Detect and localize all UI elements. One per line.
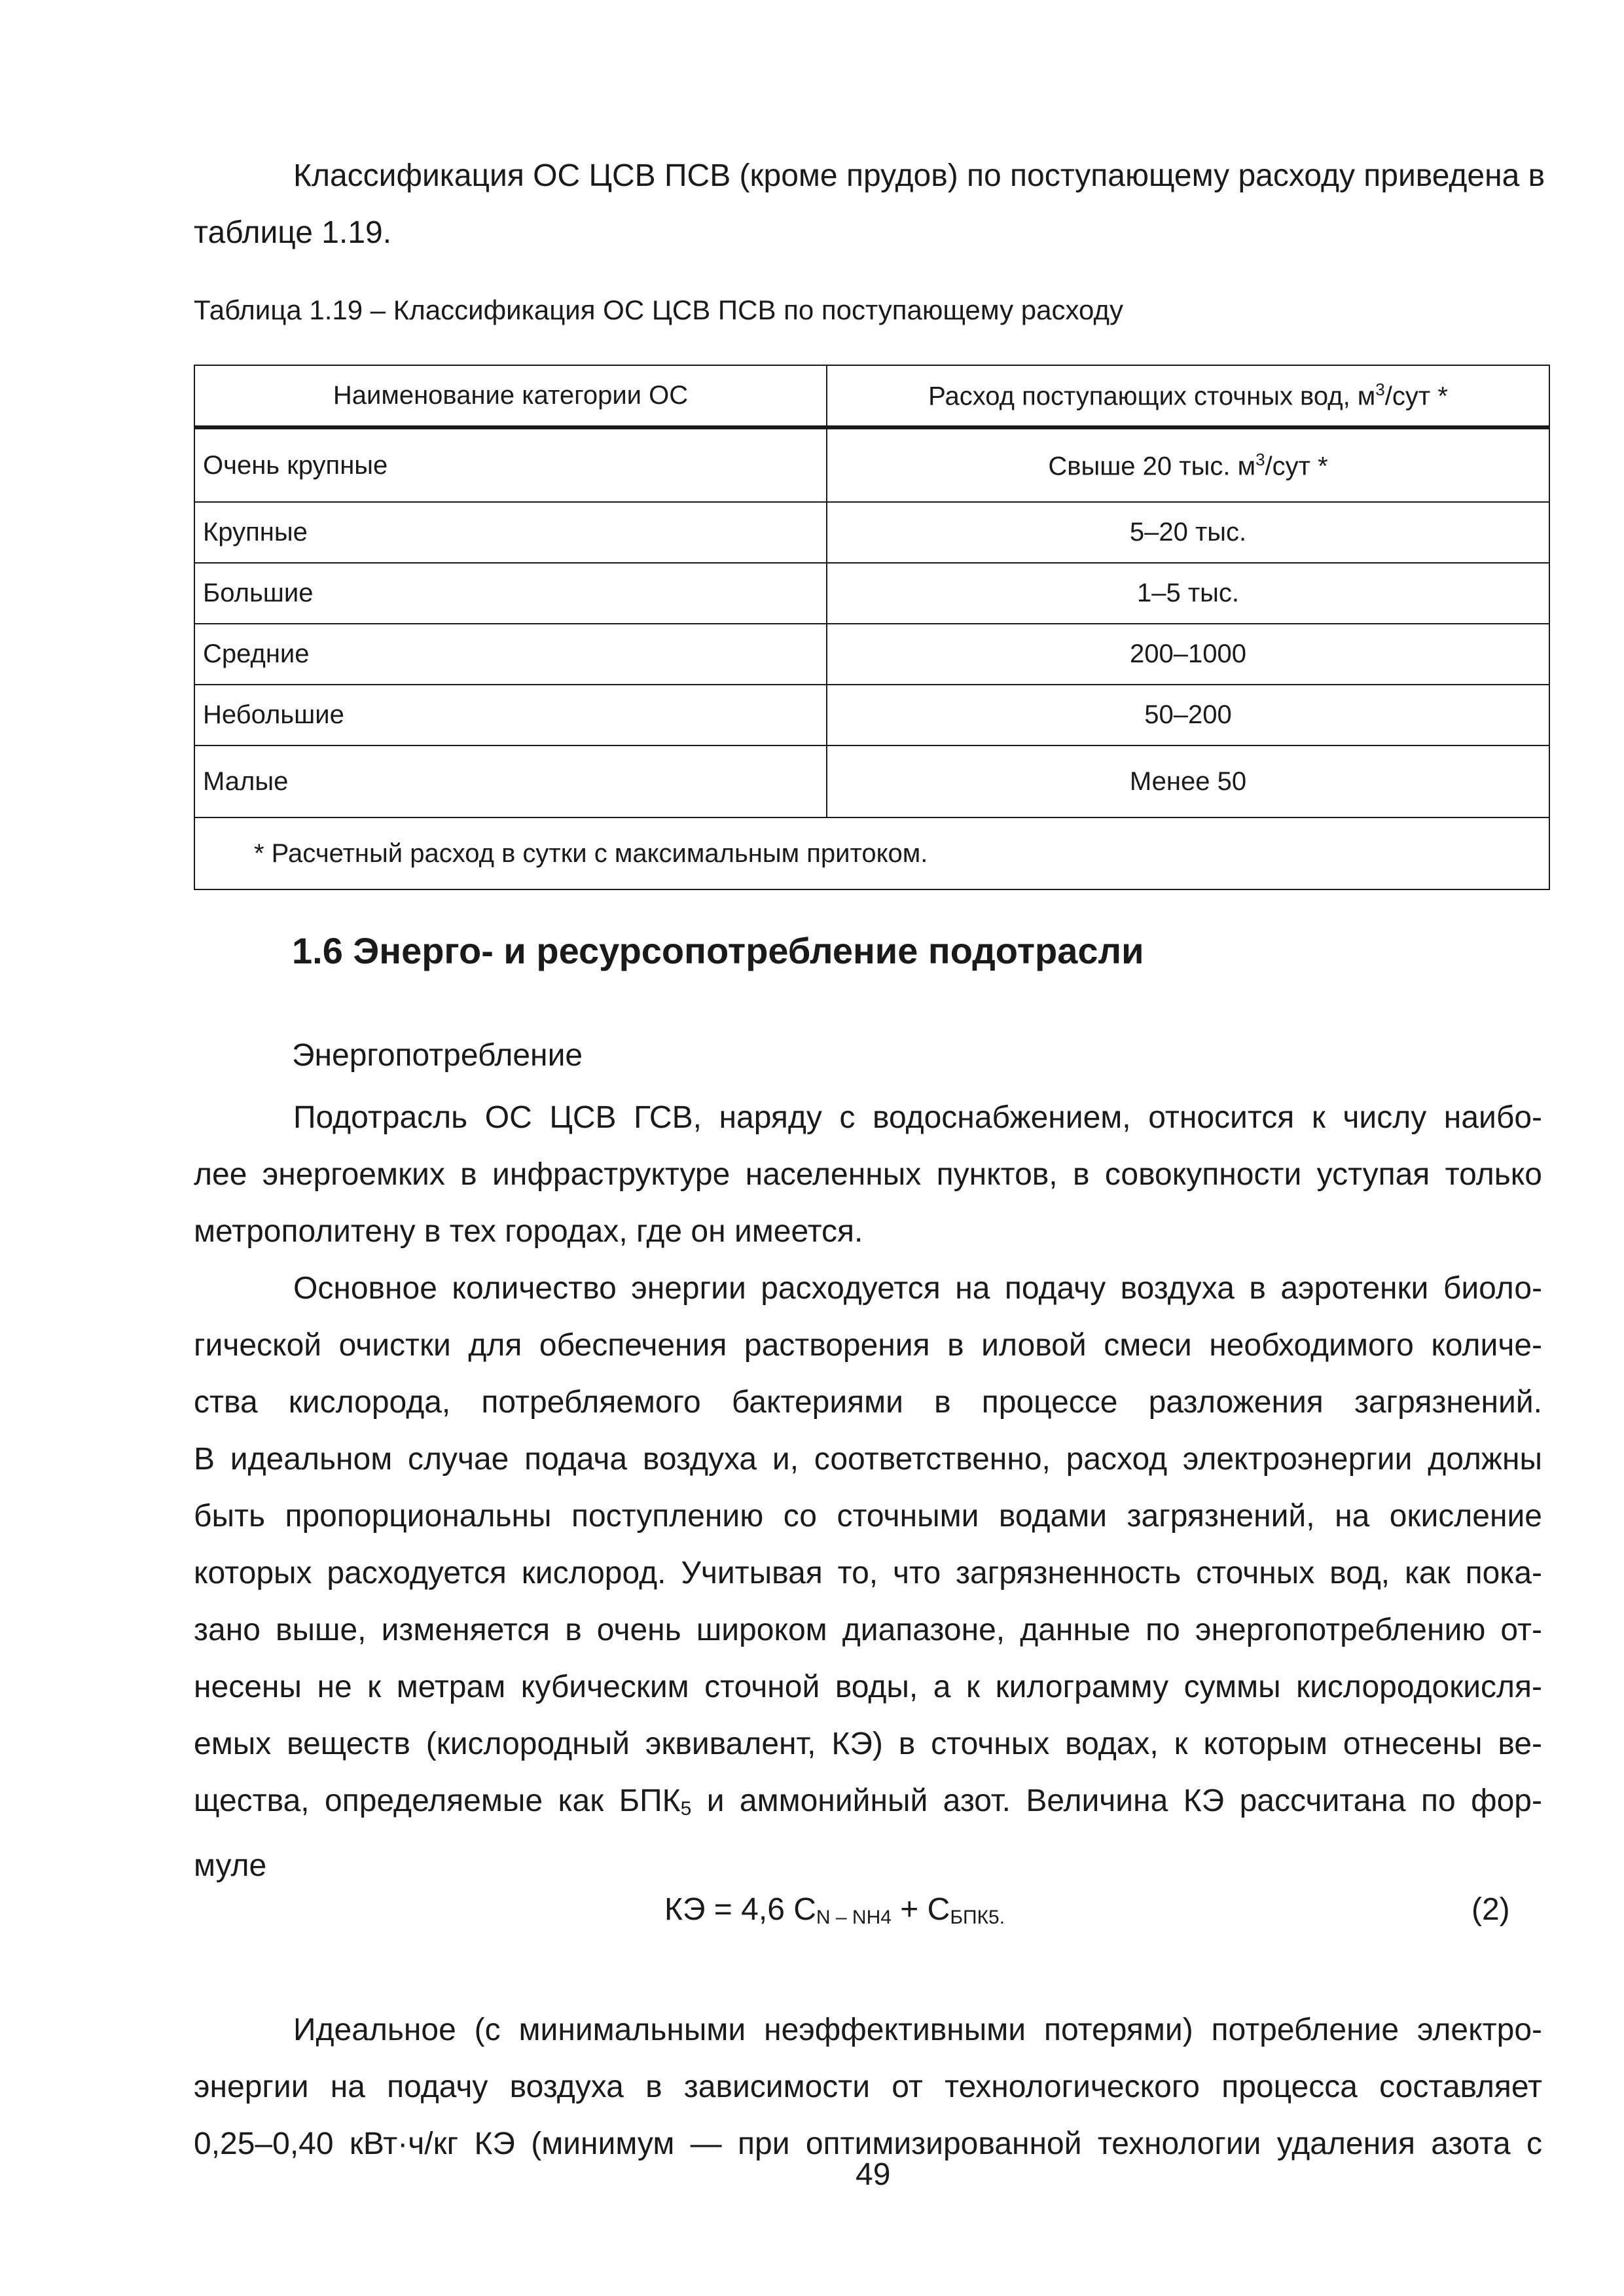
flow-cell: 50–200 [827, 685, 1549, 745]
classification-table [194, 365, 1550, 890]
paragraph-line: зано выше, изменяется в очень широком диапазоне, данные по энергопотреблению от- [194, 1613, 1542, 1647]
table-row [194, 427, 1549, 502]
table-row [194, 624, 1549, 685]
paragraph-line: несены не к метрам кубическим сточной воды, а к килограмму суммы кислородокисля- [194, 1670, 1542, 1704]
paragraph-line: Основное количество энергии расходуется на подачу воздуха в аэротенки биоло- [293, 1271, 1542, 1306]
category-cell: Очень крупные [194, 427, 827, 502]
paragraph-line: 0,25–0,40 кВт·ч/кг КЭ (минимум — при оптимизированной технологии удаления азота с [194, 2126, 1542, 2161]
header-category-name: Наименование категории ОС [194, 365, 827, 427]
paragraph-line: метрополитену в тех городах, где он имеется. [194, 1214, 863, 1249]
paragraph-1 [194, 1089, 1542, 1260]
table-footnote: * Расчетный расход в сутки с максимальным притоком. [194, 817, 1549, 889]
table-row [194, 502, 1549, 563]
formula-number: (2) [1471, 1892, 1510, 1927]
flow-cell: 5–20 тыс. [827, 502, 1549, 563]
table-caption: Таблица 1.19 – Классификация ОС ЦСВ ПСВ по поступающему расходу [194, 295, 1123, 325]
category-cell: Средние [194, 624, 827, 685]
category-cell: Малые [194, 745, 827, 817]
category-cell: Небольшие [194, 685, 827, 745]
paragraph-line: которых расходуется кислород. Учитывая то, что загрязненность сточных вод, как пока- [194, 1556, 1542, 1590]
subheading: Энергопотребление [292, 1038, 583, 1073]
paragraph-line: ства кислорода, потребляемого бактериями в процессе разложения загрязнений. [194, 1385, 1542, 1420]
paragraph-2 [194, 1260, 1542, 1894]
category-cell: Большие [194, 563, 827, 624]
page-number: 49 [856, 2157, 891, 2192]
paragraph-line: щества, определяемые как $БПК_5$ и аммонийный азот. Величина КЭ рассчитана по фор- [194, 1784, 1542, 1820]
category-cell: Крупные [194, 502, 827, 563]
flow-cell: 200–1000 [827, 624, 1549, 685]
paragraph-line: емых веществ (кислородный эквивалент, КЭ) в сточных водах, к которым отнесены ве- [194, 1727, 1542, 1761]
table-row [194, 745, 1549, 817]
paragraph-line: В идеальном случае подача воздуха и, соответственно, расход электроэнергии должны [194, 1442, 1542, 1477]
intro-line-1: Классификация ОС ЦСВ ПСВ (кроме прудов) по поступающему расходу приведена в [293, 158, 1545, 193]
paragraph-line: Идеальное (с минимальными неэффективными потерями) потребление электро- [293, 2013, 1542, 2047]
paragraph-line: лее энергоемких в инфраструктуре населенных пунктов, в совокупности уступая только [194, 1157, 1542, 1192]
intro-line-2: таблице 1.19. [194, 215, 392, 250]
header-flow-rate: Расход поступающих сточных вод, $м^3$/сут * [827, 365, 1549, 427]
table-header-row [194, 365, 1549, 427]
paragraph-3 [194, 2001, 1542, 2172]
flow-cell: Свыше 20 тыс. $м^3$/сут * [827, 427, 1549, 502]
paragraph-line: муле [194, 1848, 267, 1883]
paragraph-line: гической очистки для обеспечения растворения в иловой смеси необходимого количе- [194, 1328, 1542, 1363]
paragraph-line: энергии на подачу воздуха в зависимости от технологического процесса составляет [194, 2070, 1542, 2104]
formula: КЭ = 4,6 $С_{N - NH4} + С_{БПК5.}$ [664, 1892, 1005, 1928]
paragraph-line: быть пропорциональны поступлению со сточными водами загрязнений, на окисление [194, 1499, 1542, 1534]
table-row [194, 685, 1549, 745]
section-heading: 1.6 Энерго- и ресурсопотребление подотрасли [292, 930, 1144, 971]
paragraph-line: Подотрасль ОС ЦСВ ГСВ, наряду с водоснабжением, относится к числу наибо- [293, 1100, 1542, 1135]
flow-cell: 1–5 тыс. [827, 563, 1549, 624]
table-row [194, 563, 1549, 624]
table-footnote-row [194, 817, 1549, 889]
intro-paragraph [194, 147, 1545, 261]
flow-cell: Менее 50 [827, 745, 1549, 817]
